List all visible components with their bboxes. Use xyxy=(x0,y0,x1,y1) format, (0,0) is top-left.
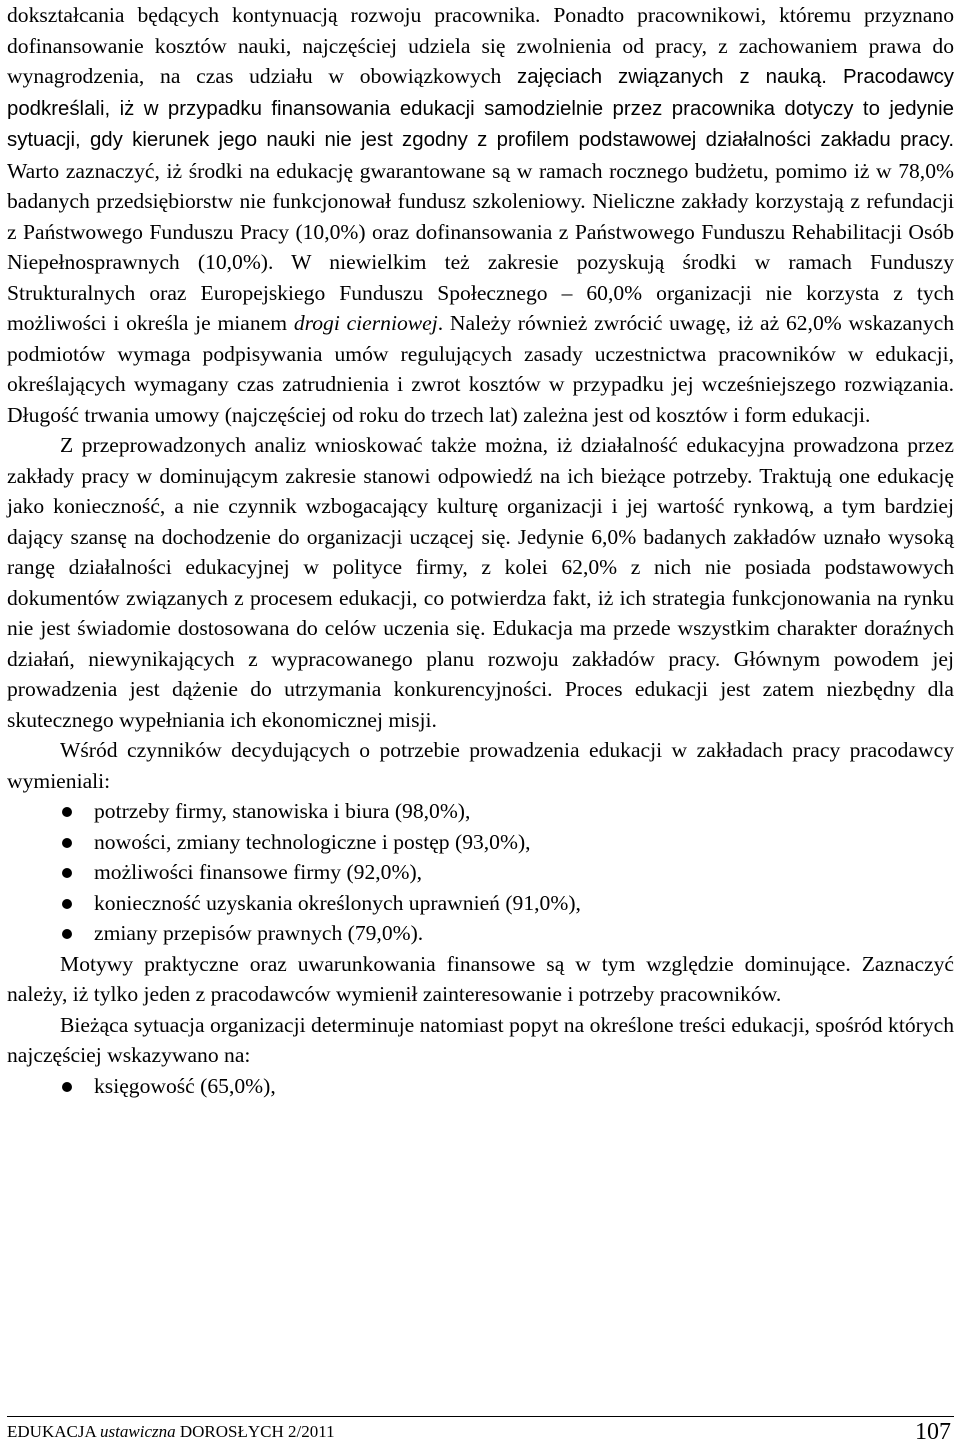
list-item xyxy=(7,1071,954,1102)
paragraph-1-emphasis: drogi cierniowej xyxy=(293,311,438,335)
list-item xyxy=(7,857,954,888)
list-item xyxy=(7,827,954,858)
body-text xyxy=(7,0,954,1101)
list-item-text: księgowość (65,0%), xyxy=(94,1073,276,1098)
paragraph-1-text-a: dokształcania będących kontynuacją rozwoju pracownika. Ponadto pracownikowi, któremu przyznano dofinansowanie kosztów nauki, najczęściej udziela się zwolnienia od pracy, z zachowaniem prawa do wynagrodzenia, na czas udziału w obowiązkowych xyxy=(7,3,954,88)
paragraph-4: Motywy praktyczne oraz uwarunkowania finansowe są w tym względzie dominujące. Zaznaczyć należy, iż tylko jeden z pracodawców wymienił zainteresowanie i potrzeby pracowników. xyxy=(7,951,954,1006)
bullet-icon xyxy=(62,868,72,878)
list-item-text: potrzeby firmy, stanowiska i biura (98,0%), xyxy=(94,799,471,823)
paragraph-1-text-b: zajęciach związanych z nauką. xyxy=(517,66,827,88)
journal-name-italic: ustawiczna xyxy=(100,1422,176,1441)
list-item xyxy=(7,796,954,827)
journal-name-part: DOROSŁYCH 2/2011 xyxy=(175,1422,335,1441)
footer-divider xyxy=(7,1416,954,1417)
paragraph-2: Z przeprowadzonych analiz wnioskować także można, iż działalność edukacyjna prowadzona przez zakłady pracy w dominującym zakresie stanowi odpowiedź na ich bieżące potrzeby. Traktują one edukację jako konieczność, a nie czynnik wzbogacający kulturę organizacji i jej wartość rynkową, a tym bardziej dający szansę na dochodzenie do organizacji uczącej się. Jedynie 6,0% badanych zakładów uznało wysoką rangę działalności edukacyjnej w polityce firmy, z kolei 62,0% z nich nie posiada podstawowych dokumentów związanych z procesem edukacji, co potwierdza fakt, iż ich strategia funkcjonowania na rynku nie jest świadomie dostosowana do celów uczenia się. Edukacja ma przede wszystkim charakter doraźnych działań, niewynikających z wypracowanego planu rozwoju zakładów pracy. Głównym powodem jej prowadzenia jest dążenie do utrzymania konkurencyjności. Proces edukacji jest zatem niezbędny dla skutecznego wypełniania ich ekonomicznej misji. xyxy=(7,433,954,732)
list-item-text: konieczność uzyskania określonych uprawnień (91,0%), xyxy=(94,890,581,915)
journal-name xyxy=(7,1422,335,1442)
topics-list xyxy=(7,1071,954,1102)
list-item-text: możliwości finansowe firmy (92,0%), xyxy=(94,860,423,884)
paragraph-5: Bieżąca sytuacja organizacji determinuje natomiast popyt na określone treści edukacji, spośród których najczęściej wskazywano na: xyxy=(7,1012,954,1067)
page-number: 107 xyxy=(915,1419,951,1445)
bullet-icon xyxy=(62,807,72,817)
list-item-text: zmiany przepisów prawnych (79,0%). xyxy=(94,921,424,945)
paragraph-1-text-c: Pracodawcy podkreślali, iż w przypadku finansowania edukacji samodzielnie przez pracownika dotyczy to jedynie sytuacji, gdy kierunek jego nauki nie jest zgodny z profilem podstawowej działalności zakładu pracy. xyxy=(7,66,955,151)
paragraph-1 xyxy=(7,0,954,430)
list-item xyxy=(7,888,954,919)
bullet-icon xyxy=(62,899,72,909)
list-item-text: nowości, zmiany technologiczne i postęp (93,0%), xyxy=(94,829,531,854)
factors-list xyxy=(7,796,954,949)
bullet-icon xyxy=(62,838,72,848)
paragraph-3: Wśród czynników decydujących o potrzebie prowadzenia edukacji w zakładach pracy pracodawcy wymieniali: xyxy=(7,738,954,793)
journal-name-part: EDUKACJA xyxy=(7,1422,101,1441)
bullet-icon xyxy=(62,929,72,939)
bullet-icon xyxy=(62,1082,72,1092)
paragraph-1-text-d: Warto zaznaczyć, iż środki na edukację gwarantowane są w ramach rocznego budżetu, pomimo iż w 78,0% badanych przedsiębiorstw nie funkcjonował fundusz szkoleniowy. Nieliczne zakłady korzystają z refundacji z Państwowego Funduszu Pracy (10,0%) oraz dofinansowania z Państwowego Funduszu Rehabilitacji Osób Niepełnosprawnych (10,0%). W niewielkim też zakresie pozyskują środki w ramach Funduszy Strukturalnych oraz Europejskiego Funduszu Społecznego – 60,0% organizacji nie korzysta z tych możliwości i określa je mianem xyxy=(7,158,954,335)
paragraph-1-text-f: . Należy również zwrócić uwagę, iż aż 62,0% wskazanych podmiotów wymaga podpisywania umów regulujących zasady uczestnictwa pracowników w edukacji, określających wymagany czas zatrudnienia i zwrot kosztów w przypadku jej wcześniejszego rozwiązania. Długość trwania umowy (najczęściej od roku do trzech lat) zależna jest od kosztów i form edukacji. xyxy=(7,311,955,427)
list-item xyxy=(7,918,954,949)
